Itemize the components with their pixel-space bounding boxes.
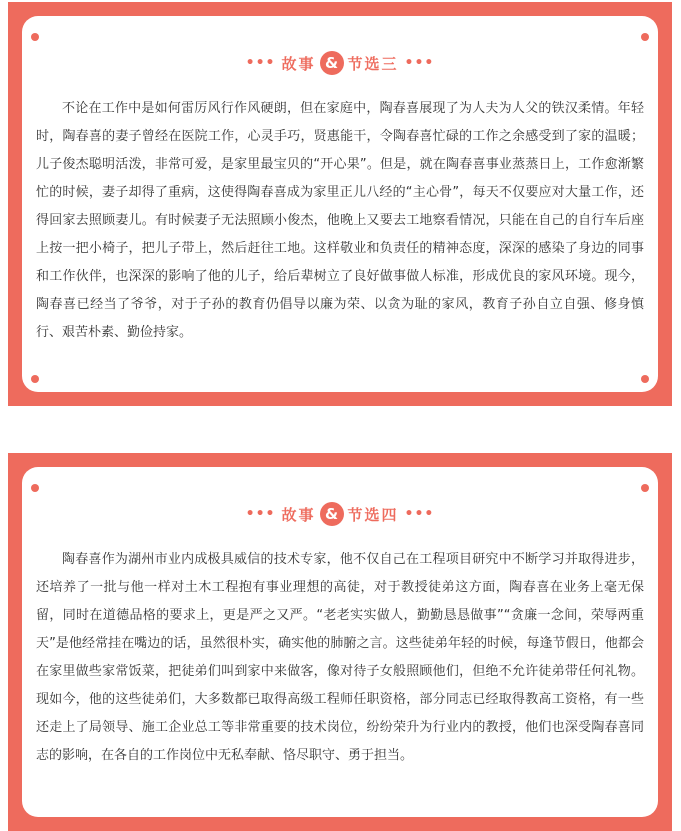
corner-dot [31,484,39,492]
heading-title-right: 节选三 [347,54,399,73]
story-paragraph: 不论在工作中是如何雷厉风行作风硬朗，但在家庭中，陶春喜展现了为人夫为人父的铁汉柔情。年轻时，陶春喜的妻子曾经在医院工作，心灵手巧，贤惠能干，令陶春喜忙碌的工作之余感受到了家的温暖；儿子俊杰聪明活泼，非常可爱，是家里最宝贝的“开心果”。但是，就在陶春喜事业蒸蒸日上，工作愈渐繁忙的时候，妻子却得了重病，这使得陶春喜成为家里正儿八经的“主心骨”，每天不仅要应对大量工作，还得回家去照顾妻儿。有时候妻子无法照顾小俊杰，他晚上又要去工地察看情况，只能在自己的自行车后座上按一把小椅子，把儿子带上，然后赶往工地。这样敬业和负责任的精神态度，深深的感染了身边的同事和工作伙伴，也深深的影响了他的儿子，给后辈树立了良好做事做人标准，形成优良的家风环境。现今，陶春喜已经当了爷爷，对于子孙的教育仍倡导以廉为荣、以贪为耻的家风，教育子孙自立自强、修身慎行、艰苦朴素、勤俭持家。 [36,101,644,340]
corner-dot [31,375,39,383]
story-card-inner [22,467,658,817]
heading-dots-right: ••• [404,55,435,71]
heading-dots-right: ••• [404,506,435,522]
ampersand-badge: & [320,51,344,75]
corner-dot [641,33,649,41]
section-heading [22,51,658,75]
story-card-inner [22,16,658,392]
heading-dots-left: ••• [245,506,276,522]
heading-title-left: 故事 [281,54,316,73]
heading-dots-left: ••• [245,55,276,71]
corner-dot [641,484,649,492]
corner-dot [31,33,39,41]
section-heading [22,502,658,526]
heading-title-left: 故事 [281,505,316,524]
story-card-4 [8,453,672,831]
story-card-3 [8,2,672,406]
heading-title-right: 节选四 [347,505,399,524]
corner-dot [641,375,649,383]
ampersand-badge: & [320,502,344,526]
story-paragraph: 陶春喜作为湖州市业内成极具威信的技术专家，他不仅自己在工程项目研究中不断学习并取得进步，还培养了一批与他一样对土木工程抱有事业理想的高徒，对于教授徒弟这方面，陶春喜在业务上毫无保留，同时在道德品格的要求上，更是严之又严。“老老实实做人，勤勤恳恳做事”“贪廉一念间，荣辱两重天”是他经常挂在嘴边的话，虽然很朴实，确实他的肺腑之言。这些徒弟年轻的时候，每逢节假日，他都会在家里做些家常饭菜，把徒弟们叫到家中来做客，像对待子女般照顾他们，但绝不允许徒弟带任何礼物。现如今，他的这些徒弟们，大多数都已取得高级工程师任职资格，部分同志已经取得教高工资格，有一些还走上了局领导、施工企业总工等非常重要的技术岗位，纷纷荣升为行业内的教授，他们也深受陶春喜同志的影响，在各自的工作岗位中无私奉献、恪尽职守、勇于担当。 [36,552,644,763]
